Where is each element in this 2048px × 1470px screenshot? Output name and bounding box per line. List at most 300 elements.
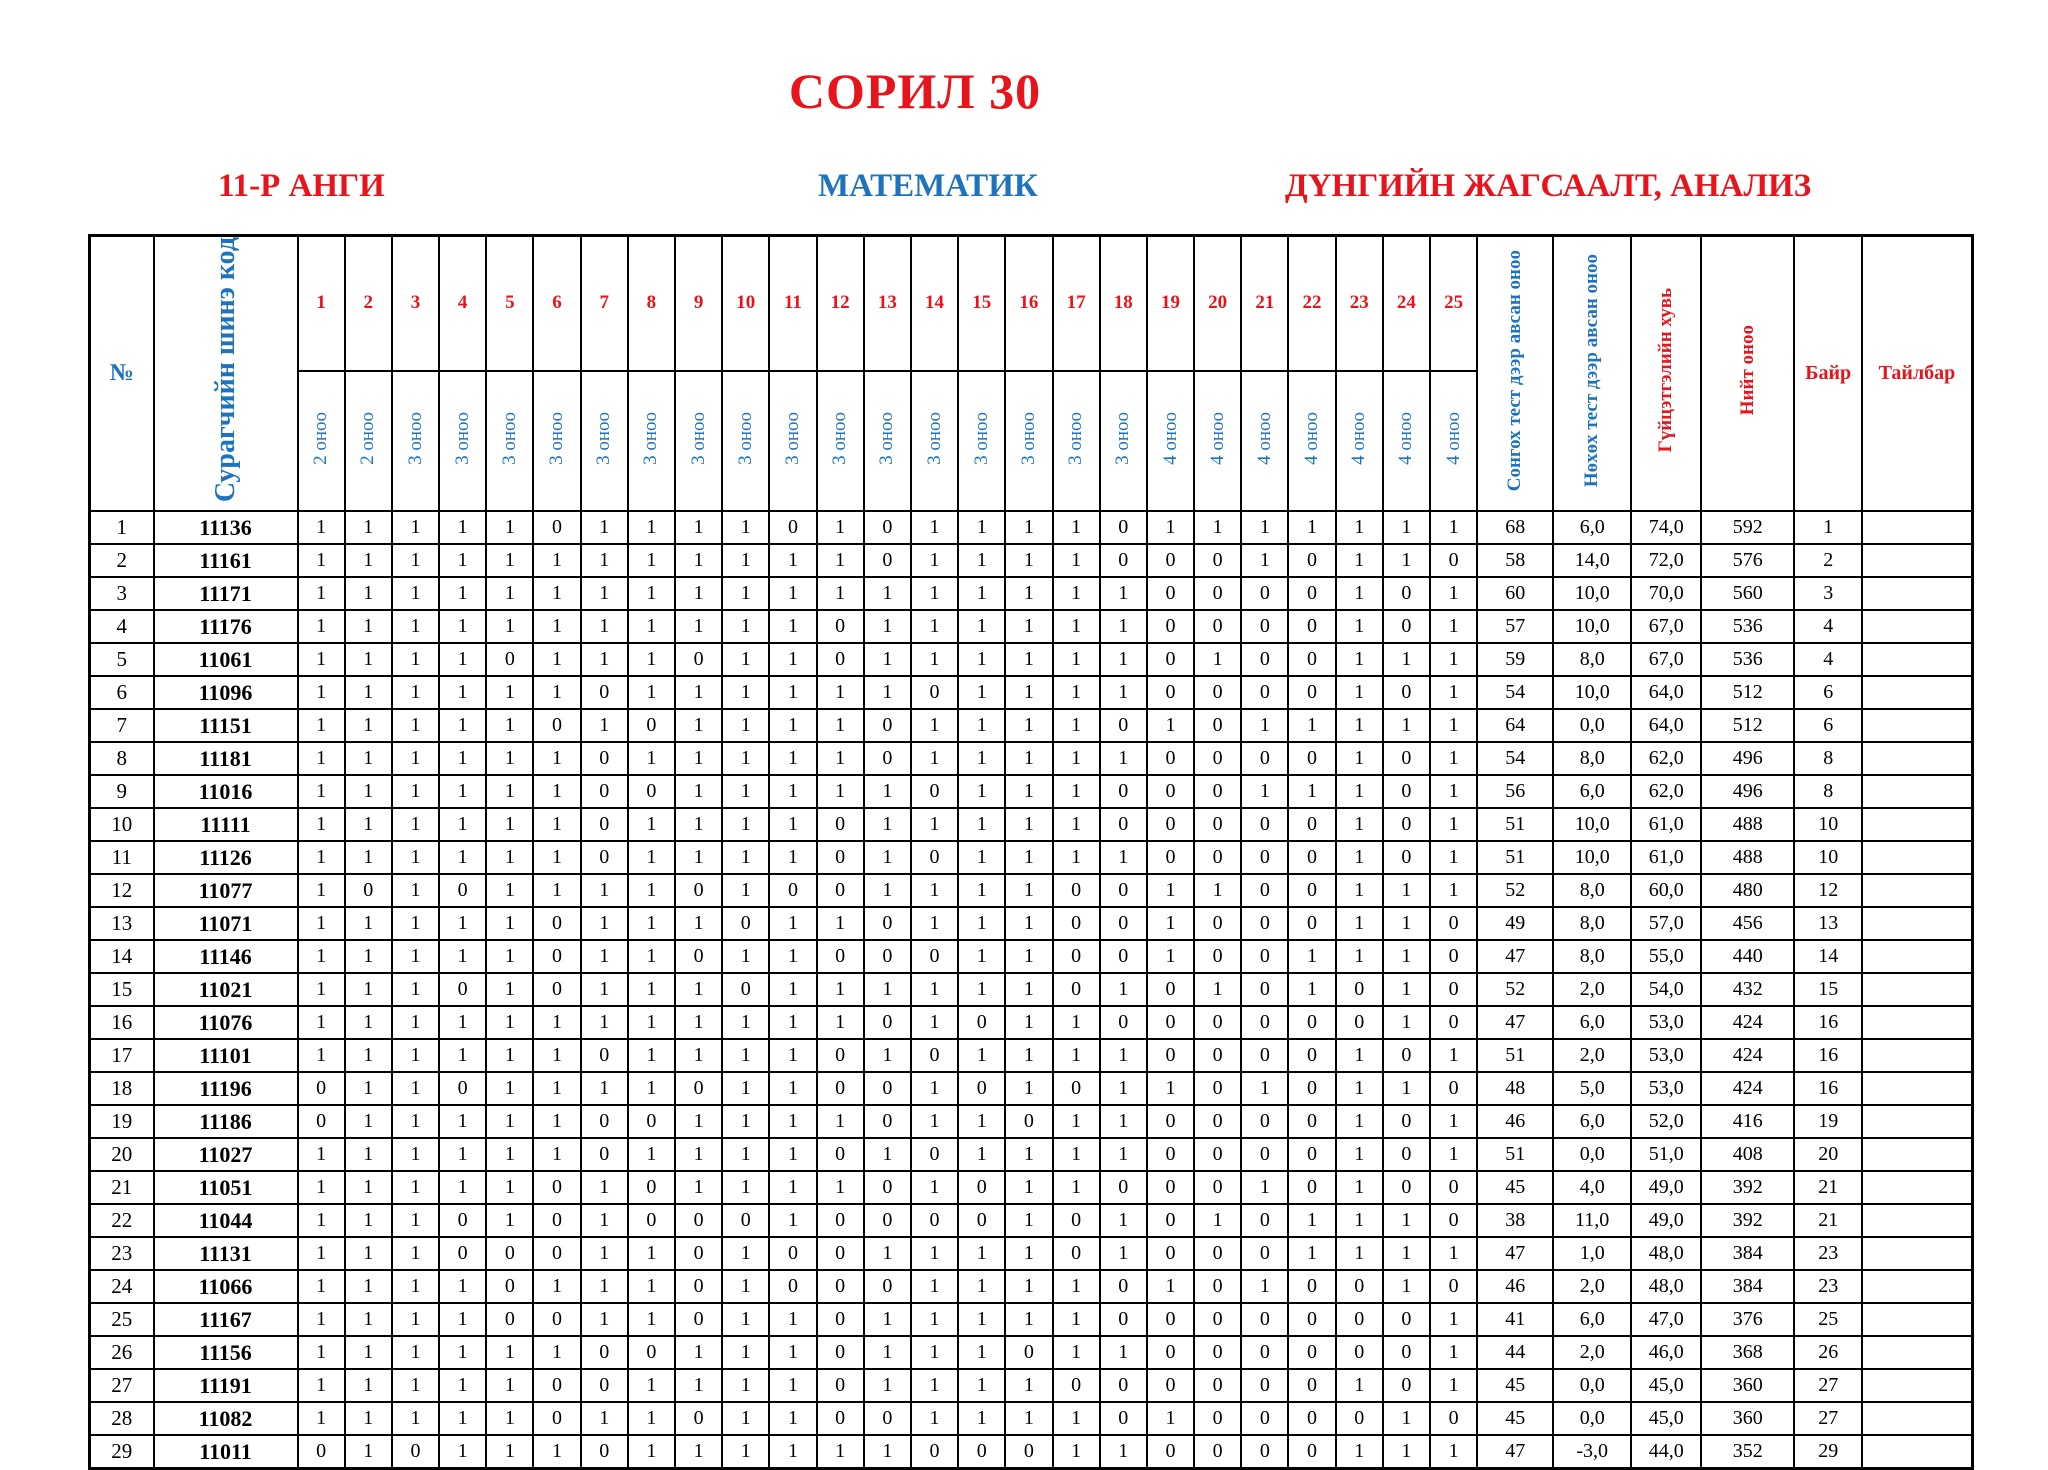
choice-score-cell: 47 [1477,940,1553,973]
answer-cell: 0 [958,1204,1005,1237]
answer-cell: 0 [1147,973,1194,1006]
answer-cell: 0 [1147,676,1194,709]
answer-cell: 1 [958,544,1005,577]
answer-cell: 0 [1147,1006,1194,1039]
answer-cell: 1 [675,676,722,709]
answer-cell: 1 [439,775,486,808]
answer-cell: 1 [486,973,533,1006]
answer-cell: 0 [533,973,580,1006]
answer-cell: 0 [1288,544,1335,577]
answer-cell: 1 [581,1402,628,1435]
answer-cell: 1 [392,973,439,1006]
percent-cell: 49,0 [1631,1171,1701,1204]
answer-cell: 1 [817,577,864,610]
row-index-cell: 12 [90,874,154,907]
answer-cell: 1 [1005,577,1052,610]
answer-cell: 1 [628,907,675,940]
total-cell: 424 [1701,1006,1794,1039]
question-number: 11 [769,236,816,371]
answer-cell: 1 [1005,775,1052,808]
answer-cell: 1 [1100,1072,1147,1105]
fill-score-cell: 14,0 [1553,544,1631,577]
answer-cell: 0 [1336,1402,1383,1435]
answer-cell: 1 [958,1402,1005,1435]
answer-cell: 1 [1194,511,1241,544]
answer-cell: 0 [911,775,958,808]
answer-cell: 0 [1241,1039,1288,1072]
answer-cell: 1 [581,874,628,907]
answer-cell: 1 [298,1171,345,1204]
answer-cell: 0 [1383,808,1430,841]
rank-cell: 26 [1794,1336,1862,1369]
fill-score-cell: 6,0 [1553,1303,1631,1336]
answer-cell: 0 [533,1303,580,1336]
answer-cell: 1 [533,775,580,808]
answer-cell: 1 [1430,1336,1477,1369]
note-cell [1862,1270,1972,1303]
answer-cell: 1 [911,1336,958,1369]
answer-cell: 1 [298,1336,345,1369]
question-number: 8 [628,236,675,371]
answer-cell: 1 [392,1336,439,1369]
answer-cell: 0 [628,1204,675,1237]
answer-cell: 1 [628,610,675,643]
answer-cell: 1 [345,973,392,1006]
answer-cell: 1 [1005,1006,1052,1039]
answer-cell: 1 [581,1006,628,1039]
answer-cell: 1 [1053,709,1100,742]
student-code-cell: 11021 [154,973,298,1006]
answer-cell: 0 [581,1435,628,1469]
answer-cell: 1 [817,907,864,940]
question-points: 4 оноо [1147,371,1194,511]
question-number: 14 [911,236,958,371]
answer-cell: 0 [1194,1006,1241,1039]
percent-cell: 72,0 [1631,544,1701,577]
answer-cell: 1 [675,1006,722,1039]
answer-cell: 1 [722,1303,769,1336]
answer-cell: 1 [1100,841,1147,874]
answer-cell: 1 [1147,1402,1194,1435]
total-cell: 512 [1701,709,1794,742]
answer-cell: 1 [675,577,722,610]
answer-cell: 1 [345,1270,392,1303]
note-cell [1862,709,1972,742]
answer-cell: 1 [911,544,958,577]
table-row [90,1171,1973,1204]
fill-score-cell: 6,0 [1553,775,1631,808]
answer-cell: 0 [345,874,392,907]
answer-cell: 0 [864,709,911,742]
answer-cell: 1 [628,676,675,709]
answer-cell: 1 [675,610,722,643]
answer-cell: 1 [722,643,769,676]
choice-score-cell: 54 [1477,742,1553,775]
answer-cell: 0 [675,643,722,676]
row-index-cell: 6 [90,676,154,709]
row-index-cell: 11 [90,841,154,874]
answer-cell: 0 [1288,1006,1335,1039]
row-index-cell: 29 [90,1435,154,1469]
fill-score-cell: 10,0 [1553,841,1631,874]
answer-cell: 0 [1383,775,1430,808]
answer-cell: 1 [769,808,816,841]
fill-score-cell: 2,0 [1553,1270,1631,1303]
answer-cell: 0 [1100,907,1147,940]
answer-cell: 1 [298,907,345,940]
answer-cell: 1 [628,1138,675,1171]
table-row [90,643,1973,676]
rank-cell: 6 [1794,676,1862,709]
total-cell: 488 [1701,808,1794,841]
percent-cell: 53,0 [1631,1006,1701,1039]
answer-cell: 1 [722,940,769,973]
student-code-cell: 11156 [154,1336,298,1369]
answer-cell: 1 [1336,1435,1383,1469]
answer-cell: 1 [345,511,392,544]
question-points: 3 оноо [628,371,675,511]
answer-cell: 0 [864,1105,911,1138]
answer-cell: 0 [864,1072,911,1105]
answer-cell: 0 [1241,841,1288,874]
total-cell: 560 [1701,577,1794,610]
answer-cell: 0 [1194,544,1241,577]
answer-cell: 0 [1288,610,1335,643]
answer-cell: 1 [675,808,722,841]
answer-cell: 0 [864,1171,911,1204]
answer-cell: 1 [958,973,1005,1006]
answer-cell: 1 [628,1369,675,1402]
answer-cell: 0 [1147,1138,1194,1171]
answer-cell: 0 [298,1435,345,1469]
answer-cell: 1 [1005,643,1052,676]
table-row [90,775,1973,808]
answer-cell: 1 [958,709,1005,742]
answer-cell: 1 [1005,1072,1052,1105]
answer-cell: 1 [1336,643,1383,676]
answer-cell: 0 [1100,775,1147,808]
choice-score-cell: 68 [1477,511,1553,544]
answer-cell: 1 [769,1072,816,1105]
answer-cell: 1 [1336,940,1383,973]
answer-cell: 1 [1383,1006,1430,1039]
answer-cell: 1 [1336,676,1383,709]
answer-cell: 1 [392,775,439,808]
answer-cell: 1 [298,1039,345,1072]
answer-cell: 1 [1005,1369,1052,1402]
answer-cell: 1 [1053,577,1100,610]
answer-cell: 1 [439,1138,486,1171]
answer-cell: 0 [911,1204,958,1237]
answer-cell: 0 [392,1435,439,1469]
answer-cell: 1 [1194,1204,1241,1237]
question-points: 3 оноо [439,371,486,511]
answer-cell: 1 [722,1402,769,1435]
answer-cell: 0 [817,808,864,841]
answer-cell: 0 [1194,1072,1241,1105]
note-cell [1862,676,1972,709]
answer-cell: 1 [675,973,722,1006]
answer-cell: 1 [1053,1171,1100,1204]
rank-cell: 16 [1794,1072,1862,1105]
answer-cell: 1 [1430,1138,1477,1171]
answer-cell: 1 [675,709,722,742]
note-cell [1862,973,1972,1006]
table-row [90,940,1973,973]
rank-cell: 3 [1794,577,1862,610]
answer-cell: 1 [722,1171,769,1204]
answer-cell: 1 [486,1369,533,1402]
question-points: 4 оноо [1336,371,1383,511]
answer-cell: 1 [298,610,345,643]
answer-cell: 0 [769,874,816,907]
percent-cell: 64,0 [1631,676,1701,709]
total-cell: 424 [1701,1072,1794,1105]
answer-cell: 0 [675,1402,722,1435]
answer-cell: 1 [345,1204,392,1237]
table-row [90,874,1973,907]
rank-cell: 16 [1794,1006,1862,1039]
fill-score-cell: 8,0 [1553,742,1631,775]
answer-cell: 1 [1336,1237,1383,1270]
table-row [90,709,1973,742]
answer-cell: 1 [722,511,769,544]
answer-cell: 1 [392,1270,439,1303]
note-cell [1862,1072,1972,1105]
answer-cell: 1 [439,544,486,577]
answer-cell: 0 [1241,742,1288,775]
answer-cell: 1 [486,544,533,577]
question-number: 24 [1383,236,1430,371]
question-points: 3 оноо [533,371,580,511]
choice-score-cell: 52 [1477,973,1553,1006]
results-table [88,234,1974,1470]
answer-cell: 0 [1100,1270,1147,1303]
answer-cell: 0 [958,1435,1005,1469]
answer-cell: 1 [1194,874,1241,907]
answer-cell: 0 [1288,907,1335,940]
answer-cell: 1 [1005,808,1052,841]
answer-cell: 1 [486,1138,533,1171]
answer-cell: 0 [1430,1072,1477,1105]
answer-cell: 0 [1241,973,1288,1006]
header-student-code: Сурагчийн шинэ код [154,236,298,512]
answer-cell: 0 [1288,874,1335,907]
choice-score-cell: 54 [1477,676,1553,709]
answer-cell: 1 [1336,610,1383,643]
answer-cell: 0 [722,907,769,940]
answer-cell: 1 [958,907,1005,940]
answer-cell: 0 [1288,1303,1335,1336]
answer-cell: 1 [864,1303,911,1336]
answer-cell: 1 [1053,808,1100,841]
answer-cell: 1 [817,973,864,1006]
answer-cell: 1 [722,1072,769,1105]
subject-label: МАТЕМАТИК [818,168,1038,204]
answer-cell: 0 [1288,808,1335,841]
answer-cell: 1 [769,1336,816,1369]
answer-cell: 1 [769,1006,816,1039]
note-cell [1862,1138,1972,1171]
answer-cell: 0 [581,808,628,841]
choice-score-cell: 58 [1477,544,1553,577]
answer-cell: 1 [769,1138,816,1171]
rank-cell: 14 [1794,940,1862,973]
total-cell: 424 [1701,1039,1794,1072]
answer-cell: 1 [1430,1435,1477,1469]
answer-cell: 1 [345,940,392,973]
answer-cell: 1 [911,610,958,643]
answer-cell: 1 [722,808,769,841]
fill-score-cell: 10,0 [1553,808,1631,841]
total-cell: 432 [1701,973,1794,1006]
answer-cell: 0 [581,1105,628,1138]
answer-cell: 0 [1383,1039,1430,1072]
answer-cell: 0 [1147,1171,1194,1204]
row-index-cell: 27 [90,1369,154,1402]
row-index-cell: 10 [90,808,154,841]
answer-cell: 0 [1053,874,1100,907]
question-points: 3 оноо [722,371,769,511]
answer-cell: 1 [722,1039,769,1072]
answer-cell: 1 [1383,1072,1430,1105]
answer-cell: 1 [1100,1237,1147,1270]
answer-cell: 1 [769,841,816,874]
answer-cell: 1 [1005,907,1052,940]
answer-cell: 0 [958,1072,1005,1105]
answer-cell: 1 [628,742,675,775]
answer-cell: 0 [1100,874,1147,907]
answer-cell: 0 [675,1237,722,1270]
table-row [90,544,1973,577]
header-total: Нийт оноо [1701,236,1794,512]
answer-cell: 1 [675,1039,722,1072]
answer-cell: 1 [769,1039,816,1072]
answer-cell: 1 [628,1402,675,1435]
header-note: Тайлбар [1862,236,1972,512]
answer-cell: 1 [392,1105,439,1138]
answer-cell: 1 [958,1237,1005,1270]
answer-cell: 1 [958,511,1005,544]
question-points: 2 оноо [298,371,345,511]
answer-cell: 0 [581,841,628,874]
answer-cell: 0 [1383,610,1430,643]
answer-cell: 0 [581,1138,628,1171]
table-row [90,511,1973,544]
answer-cell: 1 [1053,1435,1100,1469]
choice-score-cell: 46 [1477,1105,1553,1138]
answer-cell: 1 [1383,973,1430,1006]
answer-cell: 1 [486,1402,533,1435]
answer-cell: 1 [298,1303,345,1336]
answer-cell: 0 [581,1336,628,1369]
answer-cell: 0 [439,973,486,1006]
answer-cell: 0 [1147,1105,1194,1138]
answer-cell: 0 [533,1204,580,1237]
answer-cell: 1 [958,940,1005,973]
answer-cell: 1 [864,841,911,874]
student-code-cell: 11167 [154,1303,298,1336]
answer-cell: 0 [817,610,864,643]
student-code-cell: 11151 [154,709,298,742]
answer-cell: 0 [298,1105,345,1138]
fill-score-cell: 1,0 [1553,1237,1631,1270]
answer-cell: 1 [958,1138,1005,1171]
answer-cell: 1 [722,676,769,709]
answer-cell: 1 [675,907,722,940]
choice-score-cell: 60 [1477,577,1553,610]
table-row [90,1369,1973,1402]
answer-cell: 0 [817,1303,864,1336]
answer-cell: 0 [1241,676,1288,709]
answer-cell: 1 [675,775,722,808]
answer-cell: 0 [1005,1336,1052,1369]
answer-cell: 1 [769,1369,816,1402]
answer-cell: 1 [1336,1039,1383,1072]
answer-cell: 1 [1005,1237,1052,1270]
answer-cell: 1 [769,1105,816,1138]
answer-cell: 0 [1194,1138,1241,1171]
answer-cell: 0 [1053,1204,1100,1237]
answer-cell: 1 [1288,940,1335,973]
answer-cell: 0 [1383,1138,1430,1171]
answer-cell: 1 [769,709,816,742]
question-points: 4 оноо [1241,371,1288,511]
answer-cell: 1 [533,676,580,709]
total-cell: 360 [1701,1369,1794,1402]
answer-cell: 1 [722,1435,769,1469]
answer-cell: 1 [439,907,486,940]
answer-cell: 0 [1288,841,1335,874]
answer-cell: 1 [533,742,580,775]
answer-cell: 0 [1336,1270,1383,1303]
answer-cell: 1 [958,1336,1005,1369]
answer-cell: 0 [769,1237,816,1270]
answer-cell: 1 [533,1072,580,1105]
answer-cell: 0 [1336,973,1383,1006]
answer-cell: 1 [1430,676,1477,709]
answer-cell: 0 [817,940,864,973]
answer-cell: 0 [533,907,580,940]
answer-cell: 1 [911,1105,958,1138]
answer-cell: 1 [392,544,439,577]
answer-cell: 1 [817,1105,864,1138]
answer-cell: 1 [911,808,958,841]
total-cell: 392 [1701,1171,1794,1204]
answer-cell: 1 [722,1006,769,1039]
answer-cell: 0 [1147,1435,1194,1469]
student-code-cell: 11077 [154,874,298,907]
answer-cell: 1 [958,808,1005,841]
answer-cell: 1 [345,1039,392,1072]
answer-cell: 1 [675,1369,722,1402]
row-index-cell: 8 [90,742,154,775]
answer-cell: 1 [675,511,722,544]
answer-cell: 1 [345,1072,392,1105]
answer-cell: 1 [1383,1237,1430,1270]
answer-cell: 1 [1053,643,1100,676]
answer-cell: 0 [486,643,533,676]
answer-cell: 1 [392,742,439,775]
answer-cell: 1 [533,808,580,841]
answer-cell: 1 [345,1402,392,1435]
table-row [90,907,1973,940]
answer-cell: 1 [1241,709,1288,742]
choice-score-cell: 64 [1477,709,1553,742]
answer-cell: 1 [769,742,816,775]
row-index-cell: 5 [90,643,154,676]
answer-cell: 1 [911,874,958,907]
